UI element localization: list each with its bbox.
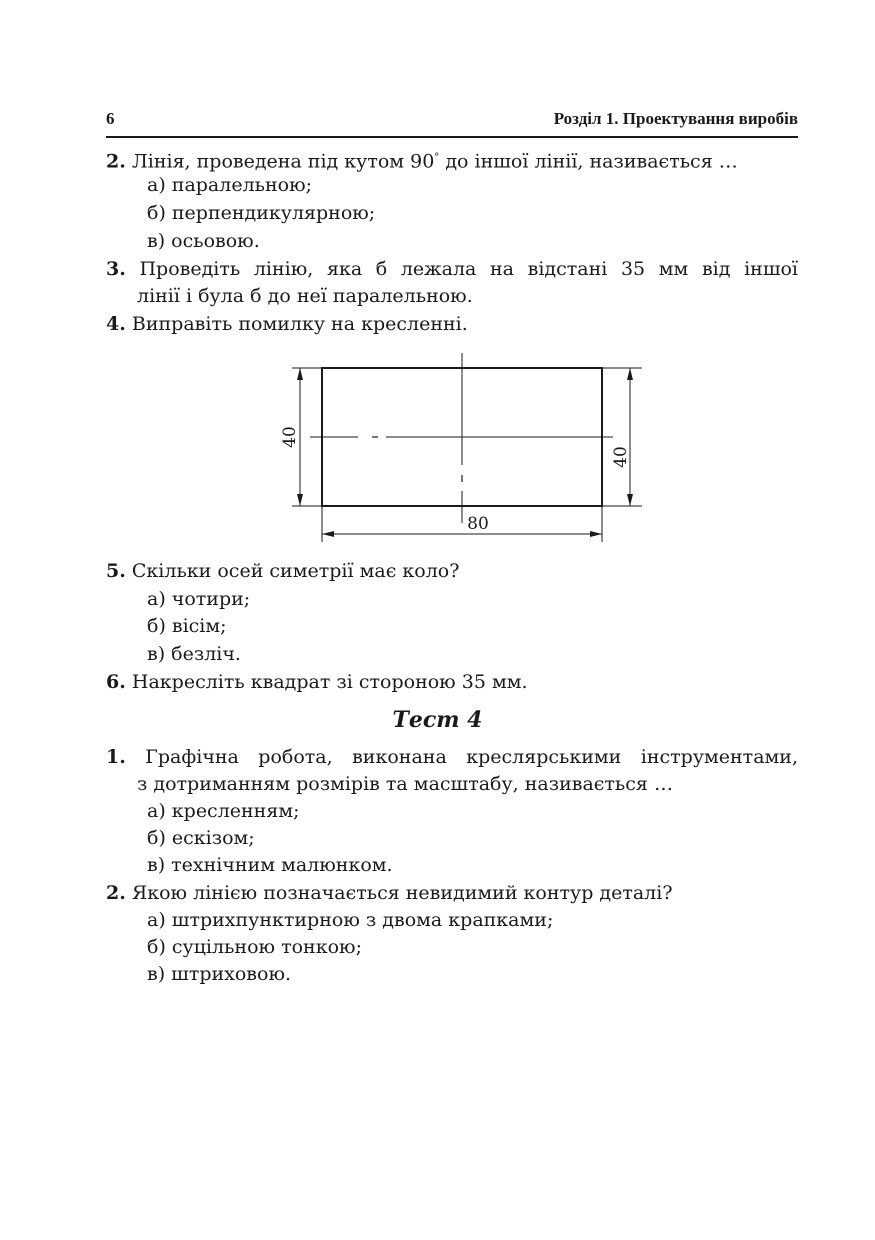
question-number: 2. (106, 882, 126, 904)
test4-question-1 (106, 745, 798, 769)
question-3 (106, 257, 798, 281)
test-title: Тест 4 (392, 707, 483, 733)
question-text: Графічна робота, виконана креслярськими інструментами, (145, 746, 799, 768)
answer-option: б) перпендикулярною; (147, 202, 376, 224)
page-number: 6 (106, 109, 115, 128)
dimension-label-right: 40 (611, 446, 631, 468)
question-text: Виправіть помилку на кресленні. (131, 313, 468, 335)
question-number: 2. (106, 150, 126, 173)
question-5 (106, 559, 459, 583)
question-number: 1. (106, 746, 126, 768)
question-2 (106, 146, 738, 173)
question-number: 3. (106, 258, 126, 280)
question-6 (106, 670, 528, 694)
question-text: Проведіть лінію, яка б лежала на відстані 35 мм від іншої (139, 258, 798, 280)
question-3-continuation: лінії і була б до неї паралельною. (137, 285, 473, 307)
answer-option: б) вісім; (147, 615, 227, 637)
question-text-end: до іншої лінії, називається … (439, 150, 738, 173)
technical-drawing (270, 345, 650, 545)
answer-option: в) безліч. (147, 643, 241, 665)
answer-option: в) штриховою. (147, 963, 292, 985)
answer-option: в) осьовою. (147, 230, 260, 252)
answer-option: а) паралельною; (147, 174, 313, 196)
section-title: Розділ 1. Проектування виробів (553, 109, 798, 128)
test4-question-1-continuation: з дотриманням розмірів та масштабу, називається … (137, 773, 673, 795)
question-text: Накресліть квадрат зі стороною 35 мм. (131, 671, 528, 693)
question-number: 5. (106, 560, 126, 582)
dimension-label-bottom: 80 (467, 514, 489, 534)
question-text: Лінія, проведена під кутом 90 (131, 150, 435, 173)
question-text: Якою лінією позначається невидимий контур деталі? (131, 882, 673, 904)
answer-option: а) чотири; (147, 588, 251, 610)
answer-option: б) суцільною тонкою; (147, 936, 362, 958)
question-number: 4. (106, 313, 126, 335)
answer-option: а) кресленням; (147, 800, 300, 822)
dimension-label-left: 40 (280, 426, 300, 448)
question-4 (106, 312, 468, 336)
answer-option: в) технічним малюнком. (147, 854, 393, 876)
answer-option: б) ескізом; (147, 827, 255, 849)
question-text: Скільки осей симетрії має коло? (131, 560, 460, 582)
page-header (106, 106, 798, 138)
degree-sign: ° (434, 152, 440, 163)
test4-question-2 (106, 881, 673, 905)
question-number: 6. (106, 671, 126, 693)
answer-option: а) штрихпунктирною з двома крапками; (147, 909, 554, 931)
